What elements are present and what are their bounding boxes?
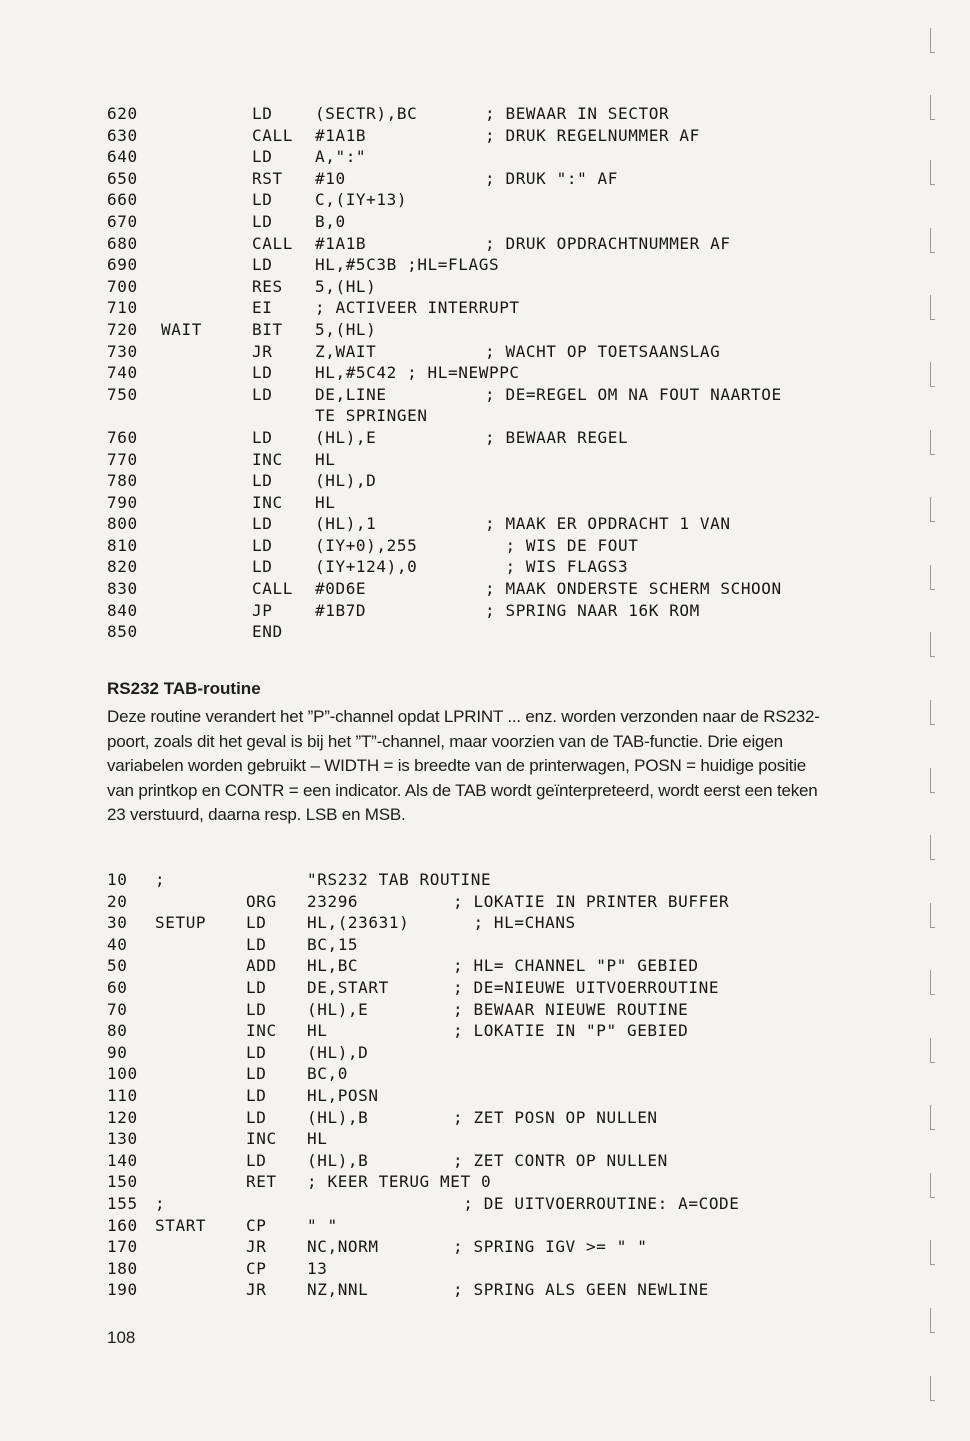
code-operands: ; ACTIVEER INTERRUPT [315, 298, 520, 318]
code-opcode: CALL [252, 233, 293, 253]
code-operands: (IY+124),0 [315, 557, 418, 577]
section-title: RS232 TAB-routine [107, 679, 261, 698]
code-comment: ; SPRING IGV >= " " [453, 1237, 648, 1257]
edge-tab-mark [930, 1105, 935, 1130]
code-opcode: LD [252, 363, 273, 383]
code-opcode: ADD [246, 956, 277, 976]
line-number: 840 [107, 600, 138, 620]
code-opcode: INC [252, 449, 283, 469]
code-opcode: END [252, 622, 283, 642]
line-number: 160 [107, 1215, 138, 1235]
code-comment: ; MAAK ONDERSTE SCHERM SCHOON [485, 579, 782, 599]
page-number: 108 [107, 1328, 136, 1347]
line-number: 120 [107, 1107, 138, 1127]
line-number: 690 [107, 255, 138, 275]
code-comment: ; DE UITVOERROUTINE: A=CODE [453, 1193, 740, 1213]
edge-tab-mark [930, 565, 935, 590]
code-opcode: JR [246, 1280, 267, 1300]
code-operands: " " [307, 1215, 338, 1235]
line-number: 180 [107, 1258, 138, 1278]
edge-tab-mark [930, 632, 935, 657]
code-operands: BC,15 [307, 934, 359, 954]
code-opcode: LD [246, 977, 267, 997]
code-opcode: JR [252, 341, 273, 361]
code-operands: (IY+0),255 [315, 535, 418, 555]
code-opcode: INC [252, 492, 283, 512]
line-number: 820 [107, 557, 138, 577]
code-opcode: LD [246, 1042, 267, 1062]
code-opcode: LD [252, 104, 273, 123]
line-number: 850 [107, 622, 138, 642]
code-opcode: INC [246, 1021, 277, 1041]
code-comment: ; BEWAAR REGEL [485, 427, 629, 447]
line-number: 110 [107, 1085, 138, 1105]
line-number: 60 [107, 977, 128, 997]
code-comment: ; ZET POSN OP NULLEN [453, 1107, 658, 1127]
line-number: 760 [107, 427, 138, 447]
code-comment: ; DE=REGEL OM NA FOUT NAARTOE [485, 384, 782, 404]
line-number: 650 [107, 168, 138, 188]
edge-tab-mark [930, 295, 935, 320]
code-opcode: JR [246, 1237, 267, 1257]
code-comment: ; DE=NIEUWE UITVOERROUTINE [453, 977, 720, 997]
code-operands: HL [315, 449, 336, 469]
code-label: SETUP [155, 913, 207, 933]
code-opcode: RET [246, 1172, 277, 1192]
code-opcode: LD [252, 427, 273, 447]
code-opcode: CP [246, 1215, 267, 1235]
code-operands: (HL),B [307, 1150, 369, 1170]
edge-tab-mark [930, 497, 935, 522]
code-operands: TE SPRINGEN [315, 406, 428, 426]
code-operands: DE,START [307, 977, 389, 997]
code-operands: 5,(HL) [315, 276, 377, 296]
code-comment: ; DRUK ":" AF [485, 168, 619, 188]
code-operands: "RS232 TAB ROUTINE [307, 870, 492, 889]
code-opcode: LD [246, 1107, 267, 1127]
code-operands: (HL),E [307, 999, 369, 1019]
code-comment: ; MAAK ER OPDRACHT 1 VAN [485, 514, 731, 534]
code-operands: (HL),D [315, 471, 377, 491]
code-operands: #10 [315, 168, 346, 188]
line-number: 670 [107, 211, 138, 231]
code-comment: ; BEWAAR IN SECTOR [485, 104, 670, 123]
line-number: 770 [107, 449, 138, 469]
edge-tab-mark [930, 835, 935, 860]
code-operands: #1A1B [315, 233, 367, 253]
code-opcode: LD [252, 190, 273, 210]
edge-tab-mark [930, 362, 935, 387]
line-number: 640 [107, 147, 138, 167]
code-comment: ; SPRING NAAR 16K ROM [485, 600, 700, 620]
line-number: 710 [107, 298, 138, 318]
code-opcode: CP [246, 1258, 267, 1278]
code-opcode: LD [252, 514, 273, 534]
edge-tab-mark [930, 95, 935, 120]
code-operands: #0D6E [315, 579, 367, 599]
line-number: 750 [107, 384, 138, 404]
line-number: 830 [107, 579, 138, 599]
code-opcode: EI [252, 298, 273, 318]
code-comment: ; BEWAAR NIEUWE ROUTINE [453, 999, 689, 1019]
code-label: ; [155, 870, 166, 889]
code-operands: DE,LINE [315, 384, 387, 404]
code-opcode: ORG [246, 891, 277, 911]
line-number: 780 [107, 471, 138, 491]
code-label: WAIT [161, 319, 202, 339]
code-operands: HL,(23631) [307, 913, 410, 933]
line-number: 810 [107, 535, 138, 555]
code-operands: NC,NORM [307, 1237, 379, 1257]
code-opcode: LD [246, 1064, 267, 1084]
code-label: START [155, 1215, 207, 1235]
line-number: 660 [107, 190, 138, 210]
line-number: 90 [107, 1042, 128, 1062]
code-operands: 13 [307, 1258, 328, 1278]
line-number: 140 [107, 1150, 138, 1170]
line-number: 40 [107, 934, 128, 954]
code-comment: ; DRUK OPDRACHTNUMMER AF [485, 233, 731, 253]
code-opcode: CALL [252, 579, 293, 599]
code-comment: ; WIS FLAGS3 [485, 557, 629, 577]
code-opcode: LD [246, 1085, 267, 1105]
code-operands: ; KEER TERUG MET 0 [307, 1172, 492, 1192]
code-operands: BC,0 [307, 1064, 348, 1084]
code-operands: HL [307, 1129, 328, 1149]
line-number: 740 [107, 363, 138, 383]
edge-tab-mark [930, 903, 935, 928]
code-operands: HL [307, 1021, 328, 1041]
edge-tab-mark [930, 700, 935, 725]
code-operands: HL [315, 492, 336, 512]
code-opcode: LD [246, 999, 267, 1019]
code-operands: (HL),1 [315, 514, 377, 534]
line-number: 190 [107, 1280, 138, 1300]
code-operands: #1B7D [315, 600, 367, 620]
code-comment: ; HL= CHANNEL "P" GEBIED [453, 956, 699, 976]
code-operands: HL,#5C3B ;HL=FLAGS [315, 255, 500, 275]
edge-tab-mark [930, 1308, 935, 1333]
code-label: ; [155, 1193, 166, 1213]
code-comment: ; HL=CHANS [453, 913, 576, 933]
line-number: 730 [107, 341, 138, 361]
code-operands: 23296 [307, 891, 359, 911]
code-comment: ; LOKATIE IN "P" GEBIED [453, 1021, 689, 1041]
edge-tab-mark [930, 28, 935, 53]
code-operands: B,0 [315, 211, 346, 231]
code-opcode: JP [252, 600, 273, 620]
line-number: 170 [107, 1237, 138, 1257]
edge-tab-mark [930, 1376, 935, 1401]
line-number: 70 [107, 999, 128, 1019]
code-opcode: LD [252, 471, 273, 491]
line-number: 50 [107, 956, 128, 976]
line-number: 720 [107, 319, 138, 339]
code-opcode: LD [252, 384, 273, 404]
code-operands: C,(IY+13) [315, 190, 408, 210]
edge-tab-mark [930, 1173, 935, 1198]
code-operands: (HL),B [307, 1107, 369, 1127]
code-opcode: LD [252, 255, 273, 275]
line-number: 620 [107, 104, 138, 123]
code-comment: ; SPRING ALS GEEN NEWLINE [453, 1280, 709, 1300]
code-opcode: RST [252, 168, 283, 188]
code-opcode: INC [246, 1129, 277, 1149]
line-number: 700 [107, 276, 138, 296]
edge-tab-mark [930, 430, 935, 455]
edge-tab-mark [930, 768, 935, 793]
edge-tab-mark [930, 1038, 935, 1063]
code-opcode: LD [252, 211, 273, 231]
code-operands: A,":" [315, 147, 367, 167]
line-number: 680 [107, 233, 138, 253]
code-operands: HL,#5C42 ; HL=NEWPPC [315, 363, 520, 383]
edge-tab-mark [930, 1240, 935, 1265]
code-opcode: LD [246, 913, 267, 933]
line-number: 130 [107, 1129, 138, 1149]
edge-tab-mark [930, 228, 935, 253]
line-number: 155 [107, 1193, 138, 1213]
line-number: 790 [107, 492, 138, 512]
code-opcode: LD [246, 1150, 267, 1170]
code-operands: (SECTR),BC [315, 104, 418, 123]
code-operands: NZ,NNL [307, 1280, 369, 1300]
code-operands: (HL),E [315, 427, 377, 447]
line-number: 20 [107, 891, 128, 911]
code-opcode: LD [252, 147, 273, 167]
code-opcode: CALL [252, 125, 293, 145]
code-opcode: LD [252, 535, 273, 555]
code-opcode: LD [252, 557, 273, 577]
code-comment: ; WIS DE FOUT [485, 535, 639, 555]
line-number: 150 [107, 1172, 138, 1192]
description-paragraph: Deze routine verandert het ”P”-channel opdat LPRINT ... enz. worden verzonden naar de RS232-poort, zoals dit het geval is bij het ”T”-channel, maar voorzien van de TAB-functie. Drie eigen variabelen worden gebruikt – WIDTH = is breedte van de printerwagen, POSN = huidige positie van printkop en CONTR = een indicator. Als de TAB wordt geïnterpreteerd, wordt eerst een teken 23 verstuurd, daarna resp. LSB en MSB. [107, 707, 820, 824]
code-opcode: LD [246, 934, 267, 954]
edge-tab-mark [930, 970, 935, 995]
line-number: 100 [107, 1064, 138, 1084]
code-operands: Z,WAIT [315, 341, 377, 361]
line-number: 80 [107, 1021, 128, 1041]
code-operands: HL,BC [307, 956, 359, 976]
line-number: 10 [107, 870, 128, 889]
code-operands: HL,POSN [307, 1085, 379, 1105]
line-number: 630 [107, 125, 138, 145]
code-comment: ; DRUK REGELNUMMER AF [485, 125, 700, 145]
code-operands: #1A1B [315, 125, 367, 145]
line-number: 30 [107, 913, 128, 933]
code-operands: 5,(HL) [315, 319, 377, 339]
code-opcode: BIT [252, 319, 283, 339]
line-number: 800 [107, 514, 138, 534]
code-comment: ; LOKATIE IN PRINTER BUFFER [453, 891, 730, 911]
code-opcode: RES [252, 276, 283, 296]
code-comment: ; WACHT OP TOETSAANSLAG [485, 341, 721, 361]
code-comment: ; ZET CONTR OP NULLEN [453, 1150, 668, 1170]
code-operands: (HL),D [307, 1042, 369, 1062]
edge-tab-mark [930, 160, 935, 185]
